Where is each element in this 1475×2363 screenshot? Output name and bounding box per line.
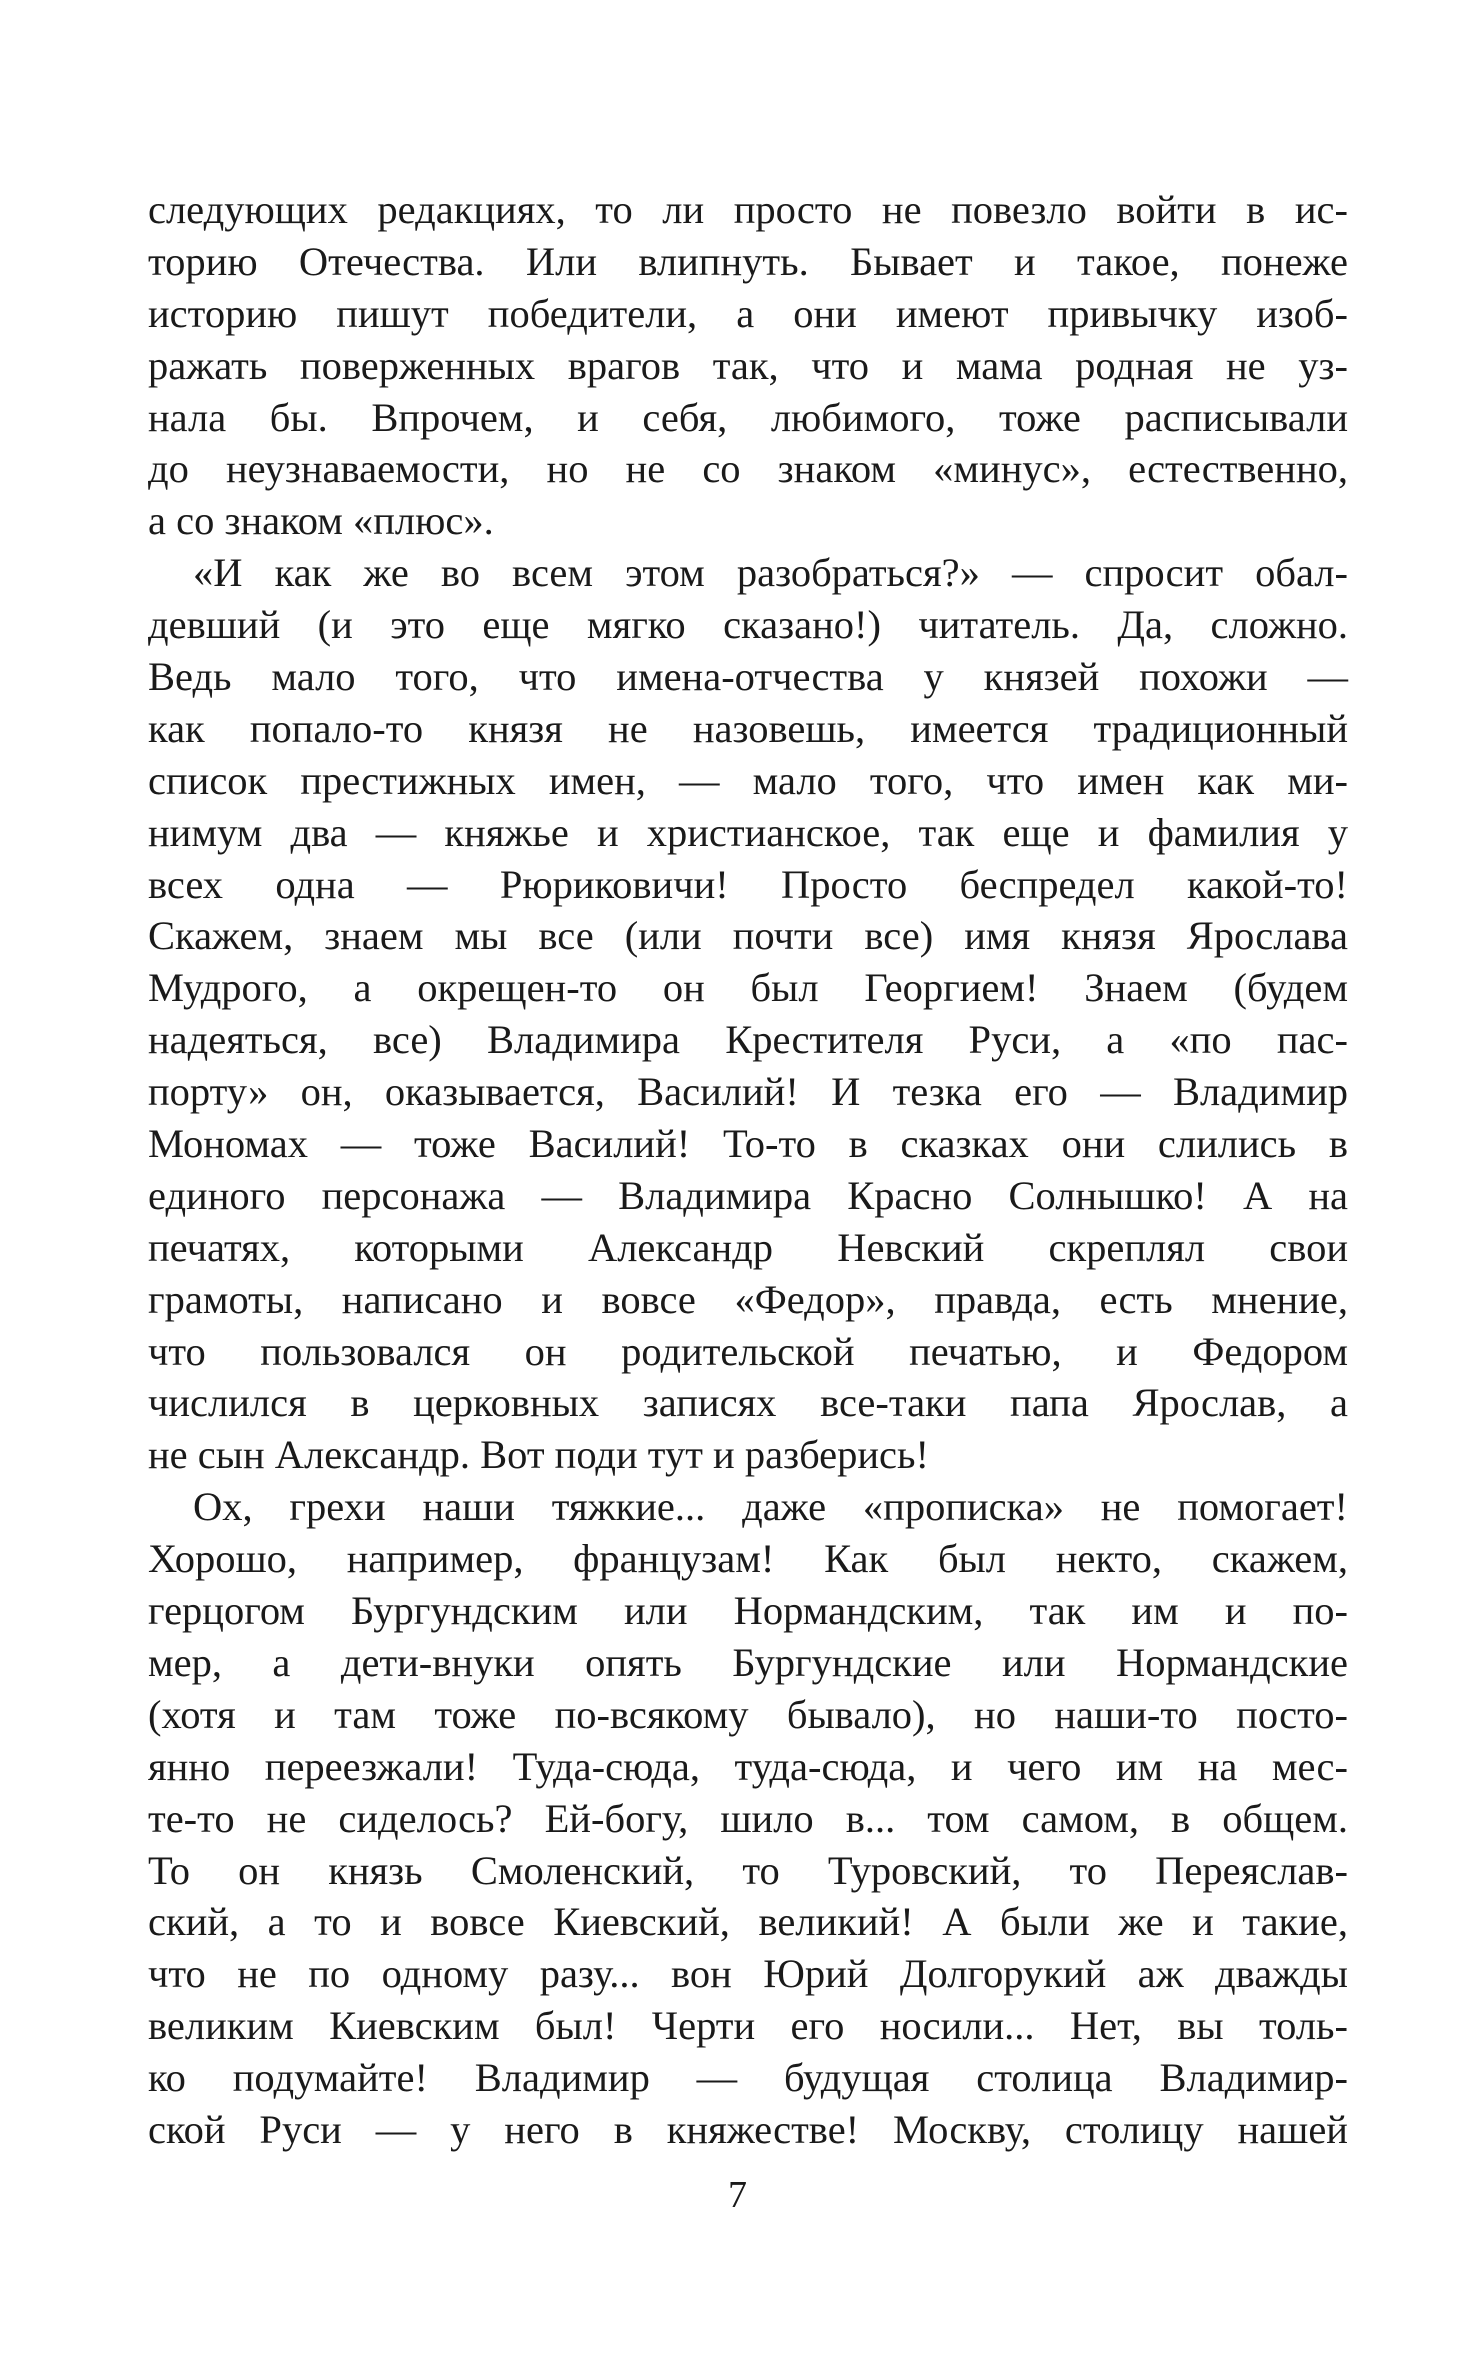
text-line: торию Отечества. Или влипнуть. Бывает и такое, понеже: [148, 238, 1348, 284]
text-line: Ведь мало того, что имена-отчества у князей похожи —: [148, 654, 1348, 700]
text-line: грамоты, написано и вовсе «Федор», правда, есть мнение,: [148, 1276, 1348, 1322]
page-number: 7: [728, 2174, 747, 2216]
text-line: числился в церковных записях все-таки папа Ярослав, а: [148, 1380, 1348, 1426]
text-line: Мудрого, а окрещен-то он был Георгием! Знаем (будем: [148, 965, 1348, 1011]
text-line: янно переезжали! Туда-сюда, туда-сюда, и чего им на мес-: [148, 1743, 1348, 1789]
text-line: Хорошо, например, французам! Как был некто, скажем,: [148, 1536, 1348, 1582]
text-line: надеяться, все) Владимира Крестителя Руси, а «по пас-: [148, 1017, 1348, 1063]
text-line: нимум два — княжье и христианское, так еще и фамилия у: [148, 809, 1348, 855]
text-line: всех одна — Рюриковичи! Просто беспредел какой-то!: [148, 861, 1348, 907]
text-line: Мономах — тоже Василий! То-то в сказках они слились в: [148, 1121, 1348, 1167]
text-line: нала бы. Впрочем, и себя, любимого, тоже расписывали: [148, 394, 1348, 440]
text-line: что пользовался он родительской печатью, и Федором: [148, 1328, 1348, 1374]
text-line: а со знаком «плюс».: [148, 498, 494, 544]
text-line: не сын Александр. Вот поди тут и разберись!: [148, 1432, 929, 1478]
text-line: порту» он, оказывается, Василий! И тезка его — Владимир: [148, 1069, 1348, 1115]
text-line: что не по одному разу... вон Юрий Долгорукий аж дважды: [148, 1951, 1348, 1997]
text-line: Ох, грехи наши тяжкие... даже «прописка» не помогает!: [193, 1484, 1348, 1530]
text-line: девший (и это еще мягко сказано!) читатель. Да, сложно.: [148, 602, 1348, 648]
text-line: ской Руси — у него в княжестве! Москву, столицу нашей: [148, 2106, 1348, 2152]
text-line: следующих редакциях, то ли просто не повезло войти в ис-: [148, 187, 1348, 232]
text-line: То он князь Смоленский, то Туровский, то Переяслав-: [148, 1847, 1348, 1893]
text-line: «И как же во всем этом разобраться?» — спросит обал-: [193, 550, 1348, 596]
text-line: ко подумайте! Владимир — будущая столица Владимир-: [148, 2055, 1348, 2101]
body-text: [148, 184, 1348, 2156]
text-line: ский, а то и вовсе Киевский, великий! А были же и такие,: [148, 1899, 1348, 1945]
text-line: до неузнаваемости, но не со знаком «минус», естественно,: [148, 446, 1348, 492]
text-line: герцогом Бургундским или Нормандским, так им и по-: [148, 1588, 1348, 1634]
text-line: единого персонажа — Владимира Красно Солнышко! А на: [148, 1172, 1348, 1218]
text-line: ражать поверженных врагов так, что и мама родная не уз-: [148, 342, 1348, 388]
text-line: как попало-то князя не назовешь, имеется традиционный: [148, 705, 1348, 751]
text-line: те-то не сиделось? Ей-богу, шило в... том самом, в общем.: [148, 1795, 1348, 1841]
text-line: великим Киевским был! Черти его носили... Нет, вы толь-: [148, 2003, 1348, 2049]
text-line: печатях, которыми Александр Невский скреплял свои: [148, 1224, 1348, 1270]
text-line: Скажем, знаем мы все (или почти все) имя князя Ярослава: [148, 913, 1348, 959]
text-line: список престижных имен, — мало того, что имен как ми-: [148, 757, 1348, 803]
text-line: (хотя и там тоже по-всякому бывало), но наши-то посто-: [148, 1691, 1348, 1737]
text-line: историю пишут победители, а они имеют привычку изоб-: [148, 290, 1348, 336]
text-line: мер, а дети-внуки опять Бургундские или Нормандские: [148, 1639, 1348, 1685]
